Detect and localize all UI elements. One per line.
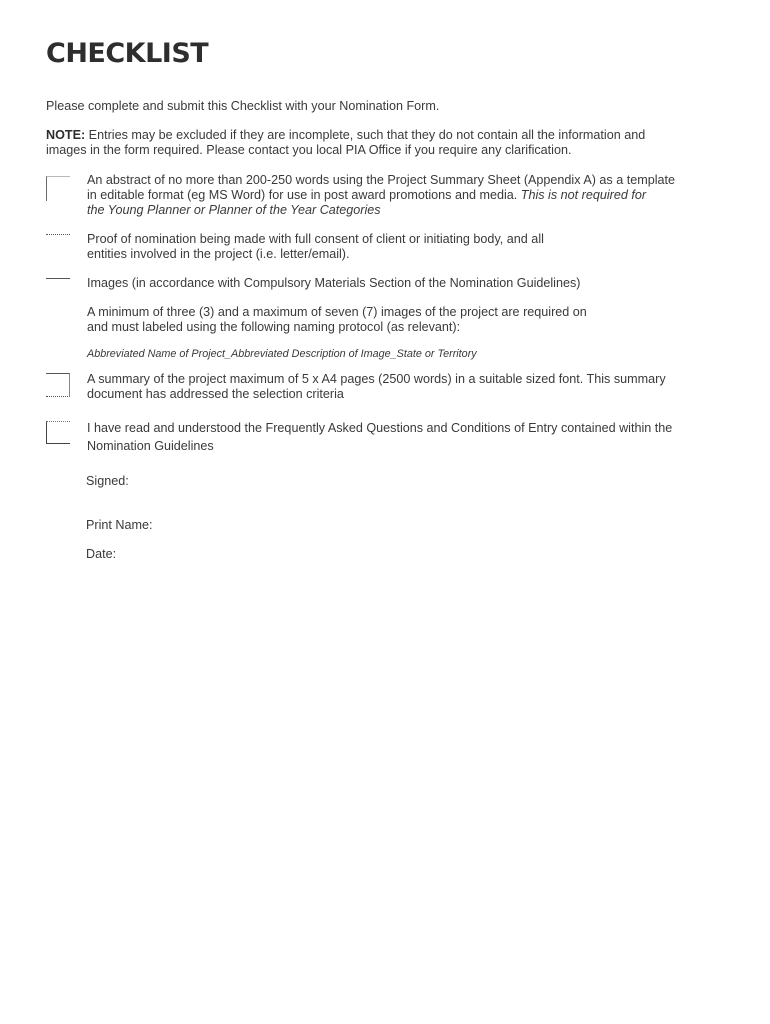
print-name-label: Print Name: — [86, 518, 153, 532]
faq-line-1: I have read and understood the Frequently Asked Questions and Conditions of Entry contained within the — [87, 421, 673, 435]
summary-line-1: A summary of the project maximum of 5 x A4 pages (2500 words) in a suitable sized font. This summary — [87, 372, 666, 386]
proof-item — [87, 232, 737, 262]
note-line-1: Entries may be excluded if they are incomplete, such that they do not contain all the information and — [85, 128, 646, 142]
intro-text: Please complete and submit this Checklist with your Nomination Form. — [46, 99, 440, 113]
summary-line-2: document has addressed the selection criteria — [87, 387, 344, 401]
images-item: Images (in accordance with Compulsory Materials Section of the Nomination Guidelines) — [87, 276, 581, 290]
abstract-note-italic: This is not required for — [520, 188, 647, 202]
note-text — [46, 128, 736, 158]
summary-checkbox[interactable] — [46, 373, 70, 397]
proof-checkbox[interactable] — [46, 234, 70, 236]
note-line-2: images in the form required. Please contact you local PIA Office if you require any clarification. — [46, 143, 572, 157]
proof-line-2: entities involved in the project (i.e. letter/email). — [87, 247, 350, 261]
images-req-line-2: and must labeled using the following naming protocol (as relevant): — [87, 320, 461, 334]
page-title: CHECKLIST — [46, 38, 209, 69]
images-requirement — [87, 305, 737, 335]
signed-label: Signed: — [86, 474, 129, 488]
naming-protocol: Abbreviated Name of Project_Abbreviated Description of Image_State or Territory — [87, 348, 477, 360]
images-req-line-1: A minimum of three (3) and a maximum of seven (7) images of the project are required on — [87, 305, 587, 319]
faq-confirmation-item — [87, 419, 737, 455]
abstract-line-3: the Young Planner or Planner of the Year Categories — [87, 203, 381, 217]
faq-confirmation-checkbox[interactable] — [46, 421, 70, 444]
images-checkbox[interactable] — [46, 278, 70, 280]
faq-line-2: Nomination Guidelines — [87, 439, 214, 453]
proof-line-1: Proof of nomination being made with full consent of client or initiating body, and all — [87, 232, 544, 246]
abstract-line-1: An abstract of no more than 200-250 words using the Project Summary Sheet (Appendix A) as a template — [87, 173, 676, 187]
summary-item — [87, 372, 737, 402]
note-label: NOTE: — [46, 128, 86, 142]
abstract-item — [87, 173, 737, 218]
abstract-line-2: in editable format (eg MS Word) for use in post award promotions and media. — [87, 188, 521, 202]
abstract-checkbox[interactable] — [46, 176, 70, 201]
date-label: Date: — [86, 547, 117, 561]
